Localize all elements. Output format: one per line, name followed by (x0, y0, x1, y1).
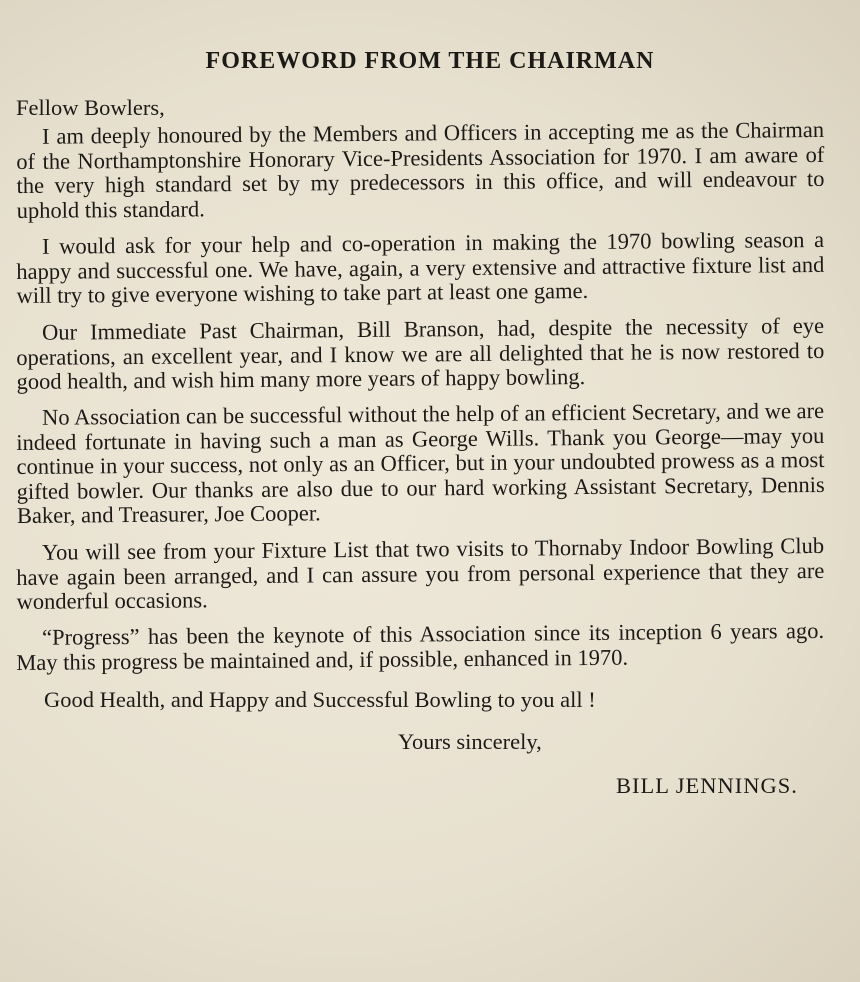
paragraph-6: “Progress” has been the keynote of this Association since its inception 6 years ago. May this progress be maintained and, if possible, enhanced in 1970. (16, 617, 825, 675)
signature: BILL JENNINGS. (616, 773, 798, 798)
salutation: Fellow Bowlers, (16, 95, 165, 120)
paragraph-2: I would ask for your help and co-operation in making the 1970 bowling season a happy and successful one. We have, again, a very extensive and attractive fixture list and will try to give everyone wishing to take part at least one game. (16, 226, 825, 308)
closing-line: Good Health, and Happy and Successful Bowling to you all ! (44, 687, 596, 712)
valediction: Yours sincerely, (398, 729, 542, 754)
paragraph-5: You will see from your Fixture List that two visits to Thornaby Indoor Bowling Club have again been arranged, and I can assure you from personal experience that they are wonderful occasions. (16, 532, 825, 614)
page-title: FOREWORD FROM THE CHAIRMAN (205, 48, 655, 74)
paragraph-1: I am deeply honoured by the Members and Officers in accepting me as the Chairman of the Northamptonshire Honorary Vice-Presidents Association for 1970. I am aware of the very high standard set by my predecessors in this office, and will endeavour to uphold this standard. (16, 116, 825, 223)
paragraph-3: Our Immediate Past Chairman, Bill Branson, had, despite the necessity of eye operations, an excellent year, and I know we are all delighted that he is now restored to good health, and wish him many more years of happy bowling. (16, 312, 825, 394)
paragraph-4: No Association can be successful without the help of an efficient Secretary, and we are indeed fortunate in having such a man as George Wills. Thank you George—may you continue in your success, not only as an Officer, but in your undoubted prowess as a most gifted bowler. Our thanks are also due to our hard working Assistant Secretary, Dennis Baker, and Treasurer, Joe Cooper. (16, 397, 825, 528)
